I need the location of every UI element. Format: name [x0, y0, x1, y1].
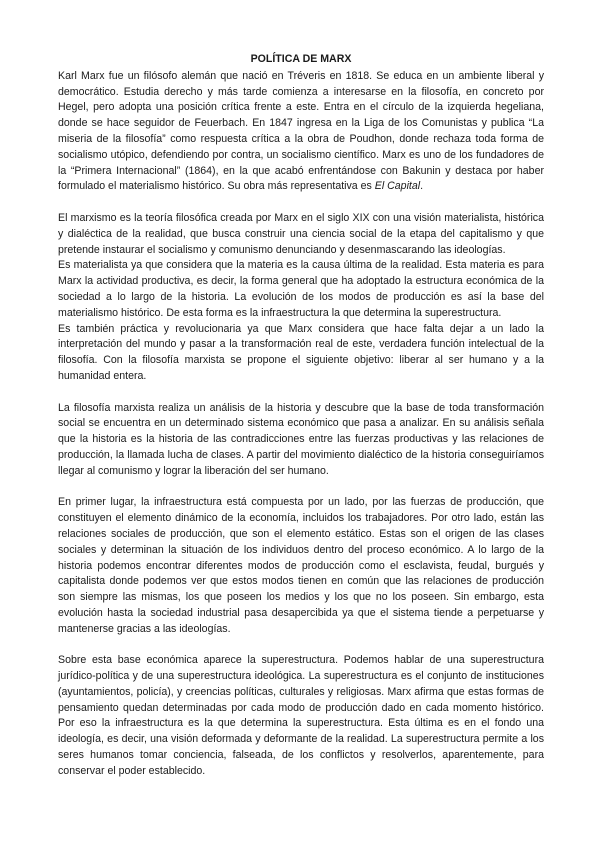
paragraph-biography-tail: .	[420, 180, 424, 193]
paragraph-gap	[58, 637, 544, 653]
paragraph-gap	[58, 480, 544, 496]
paragraph-gap	[58, 385, 544, 401]
book-title-emphasis: El Capital	[374, 180, 421, 193]
paragraph-biography	[58, 69, 544, 195]
paragraph-praxis: Es también práctica y revolucionaria ya que Marx considera que hace falta dejar a un lado la interpretación del mundo y pasar a la transformación real de este, verdadera función intelectual de la filosofía. Con la filosofía marxista se propone el siguiente objetivo: liberar al ser humano y a la humanidad entera.	[58, 322, 544, 382]
document-page	[58, 52, 544, 780]
paragraph-materialism: Es materialista ya que considera que la materia es la causa última de la realidad. Esta materia es para Marx la actividad productiva, es decir, la forma general que ha adoptado la estructura económica de la sociedad a lo largo de la historia. La evolución de los modos de producción es así la base del materialismo histórico. De esta forma es la infraestructura la que determina la superestructura.	[58, 259, 544, 319]
paragraph-biography-text: Karl Marx fue un filósofo alemán que nació en Tréveris en 1818. Se educa en un ambiente liberal y democrático. Estudia derecho y más tarde comienza a interesarse en la filosofía, en concreto por Hegel, pero adopta una posición crítica frente a este. Entra en el círculo de la izquierda hegeliana, donde se hace seguidor de Feuerbach. En 1847 ingresa en la Liga de los Comunistas y publica “La miseria de la filosofía” como respuesta crítica a la obra de Poudhon, donde rechaza toda forma de socialismo utópico, defendiendo por contra, un socialismo científico. Marx es uno de los fundadores de la “Primera Internacional” (1864), en la que acabó enfrentándose con Bakunin y destaca por haber formulado el materialismo histórico. Su obra más representativa es	[58, 69, 544, 193]
document-title: POLÍTICA DE MARX	[250, 53, 352, 65]
paragraph-superstructure: Sobre esta base económica aparece la superestructura. Podemos hablar de una superestructura jurídico-política y de una superestructura ideológica. La superestructura es el conjunto de instituciones (ayuntamientos, policía), y creencias políticas, culturales y religiosas. Marx afirma que estas formas de pensamiento quedan determinadas por cada modo de producción dado en cada momento histórico. Por eso la infraestructura es la que determina la superestructura. Esta última es en el fondo una ideología, es decir, una visión deformada y deformante de la realidad. La superestructura permite a los seres humanos tomar conciencia, falseada, de los conflictos y resolverlos, aparentemente, para conservar el poder establecido.	[58, 654, 544, 777]
paragraph-gap	[58, 195, 544, 211]
paragraph-history-analysis: La filosofía marxista realiza un análisis de la historia y descubre que la base de toda transformación social se encuentra en un determinado sistema económico que pasa a analizar. En su análisis señala que la historia es la historia de las contradicciones entre las fuerzas productivas y las relaciones de producción, la llamada lucha de clases. A partir del movimiento dialéctico de la historia conseguiríamos llegar al comunismo y lograr la liberación del ser humano.	[58, 401, 544, 477]
paragraph-marxism-definition: El marxismo es la teoría filosófica creada por Marx en el siglo XIX con una visión materialista, histórica y dialéctica de la realidad, que busca construir una ciencia social de la etapa del capitalismo y que pretende instaurar el socialismo y comunismo denunciando y desenmascarando las ideologías.	[58, 211, 544, 256]
paragraph-infrastructure: En primer lugar, la infraestructura está compuesta por un lado, por las fuerzas de producción, que constituyen el elemento dinámico de la economía, incluidos los trabajadores. Por otro lado, están las relaciones sociales de producción, que son el elemento estático. Estas son el origen de las clases sociales y determinan la situación de los individuos dentro del proceso económico. A lo largo de la historia podemos encontrar diferentes modos de producción como el esclavista, feudal, burgués y capitalista donde podemos ver que estos modos tienen en común que las relaciones de producción son siempre las mismas, los que poseen los medios y los que no los poseen. Sin embargo, esta evolución hasta la sociedad industrial pasa desapercibida ya que el sistema tiende a perpetuarse y mantenerse gracias a las ideologías.	[58, 496, 544, 635]
